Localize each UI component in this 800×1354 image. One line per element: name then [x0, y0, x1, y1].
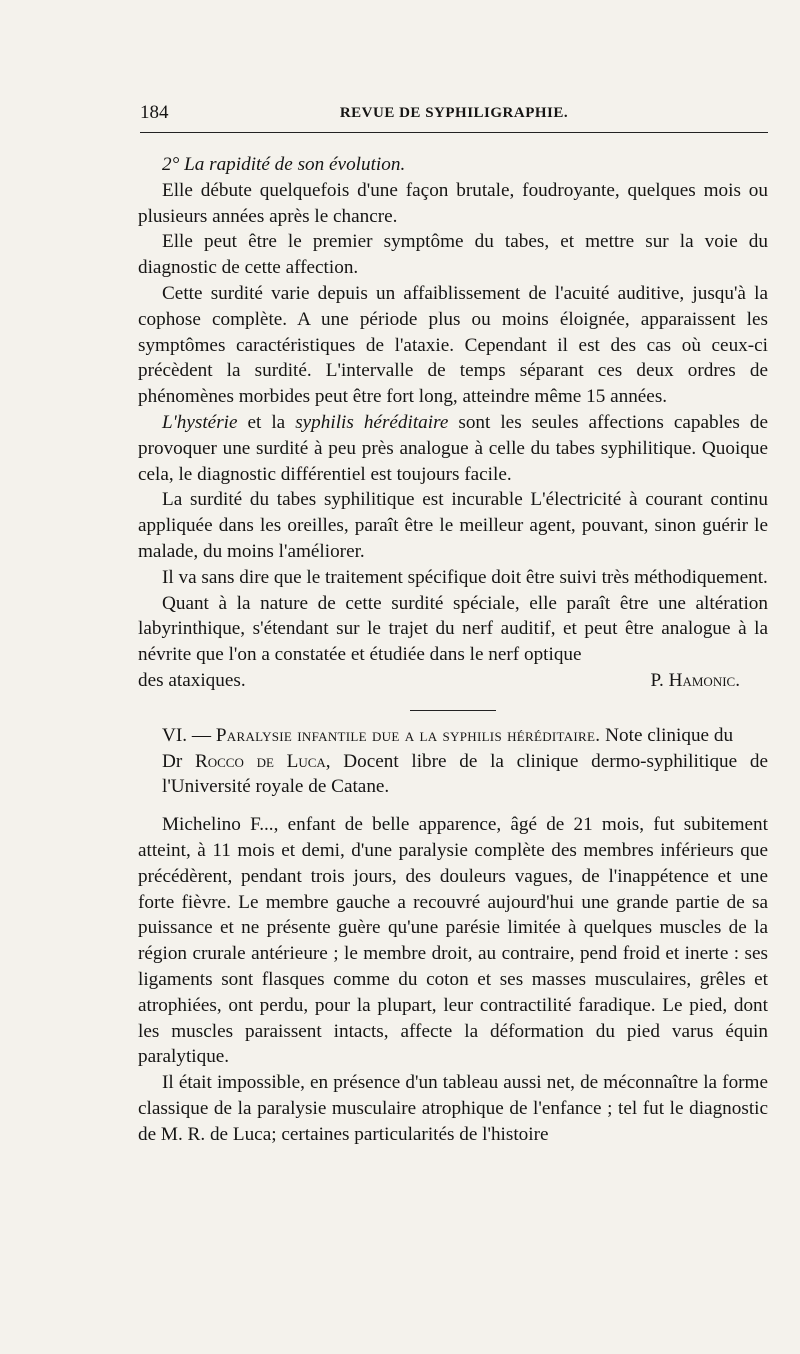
paragraph: La surdité du tabes syphilitique est incurable L'électricité à courant continu appliquée dans les oreilles, paraît être le meilleur agent, pouvant, sinon guérir le malade, du moins l'améliorer. — [138, 489, 768, 562]
paragraph-evolution-heading: 2° La rapidité de son évolution. — [162, 154, 406, 175]
paragraph: Elle débute quelquefois d'une façon brutale, foudroyante, quelques mois ou plusieurs années après le chancre. — [138, 179, 768, 227]
paragraph: Il était impossible, en présence d'un tableau aussi net, de méconnaître la forme classique de la paralysie musculaire atrophique de l'enfance ; tel fut le diagnostic de M. R. de Luca; certaines particularités de l'histoire — [138, 1072, 768, 1145]
paragraph: Cette surdité varie depuis un affaiblissement de l'acuité auditive, jusqu'à la cophose complète. A une période plus ou moins éloignée, apparaissent les symptômes caractéristiques de l'ataxie. Cependant il est des cas où ceux-ci précèdent la surdité. L'intervalle de temps séparant ces deux ordres de phénomènes morbides peut être fort long, atteindre même 15 années. — [138, 282, 768, 408]
section-heading: VI. — Paralysie infantile due a la syphilis héréditaire. Note clinique du — [162, 724, 734, 746]
header-rule — [140, 132, 768, 133]
body-text — [138, 152, 768, 1147]
author-signature: P. Hamonic. — [650, 669, 740, 691]
page-number: 184 — [140, 102, 169, 123]
section-author: Dr Rocco de Luca, Docent libre de la clinique dermo-syphilitique de l'Université royale de Catane. — [162, 750, 768, 798]
paragraph: L'hystérie et la syphilis héréditaire sont les seules affections capables de provoquer une surdité à peu près analogue à celle du tabes syphilitique. Quoique cela, le diagnostic différentiel est toujours facile. — [138, 411, 768, 485]
paragraph-end: des ataxiques. — [138, 669, 246, 691]
signature-line — [138, 668, 768, 694]
spacer — [138, 800, 768, 812]
paragraph: Elle peut être le premier symptôme du tabes, et mettre sur la voie du diagnostic de cette affection. — [138, 231, 768, 279]
running-title: REVUE DE SYPHILIGRAPHIE. — [339, 105, 569, 121]
paragraph: Michelino F..., enfant de belle apparence, âgé de 21 mois, fut subitement atteint, à 11 mois et demi, d'une paralysie complète des membres inférieurs que précédèrent, pendant trois jours, des douleurs vagues, de l'inappétence et une forte fièvre. Le membre gauche a recouvré aujourd'hui une grande partie de sa puissance et ne présente guère qu'une parésie limitée à quelques muscles de la région crurale antérieure ; le membre droit, au contraire, pend froid et inerte : ses ligaments sont flasques comme du coton et ses masses musculaires, grêles et atrophiées, ont perdu, pour la plupart, leur contractilité faradique. Le pied, dont les muscles paraissent intacts, affecte la déformation du pied varus équin paralytique. — [138, 814, 768, 1068]
paragraph: Il va sans dire que le traitement spécifique doit être suivi très méthodiquement. — [162, 566, 768, 588]
paragraph: Quant à la nature de cette surdité spéciale, elle paraît être une altération labyrinthique, s'étendant sur le trajet du nerf auditif, et peut être analogue à la névrite que l'on a constatée et étudiée dans le nerf optique — [138, 592, 768, 666]
running-header — [140, 102, 768, 128]
section-separator — [410, 710, 496, 711]
